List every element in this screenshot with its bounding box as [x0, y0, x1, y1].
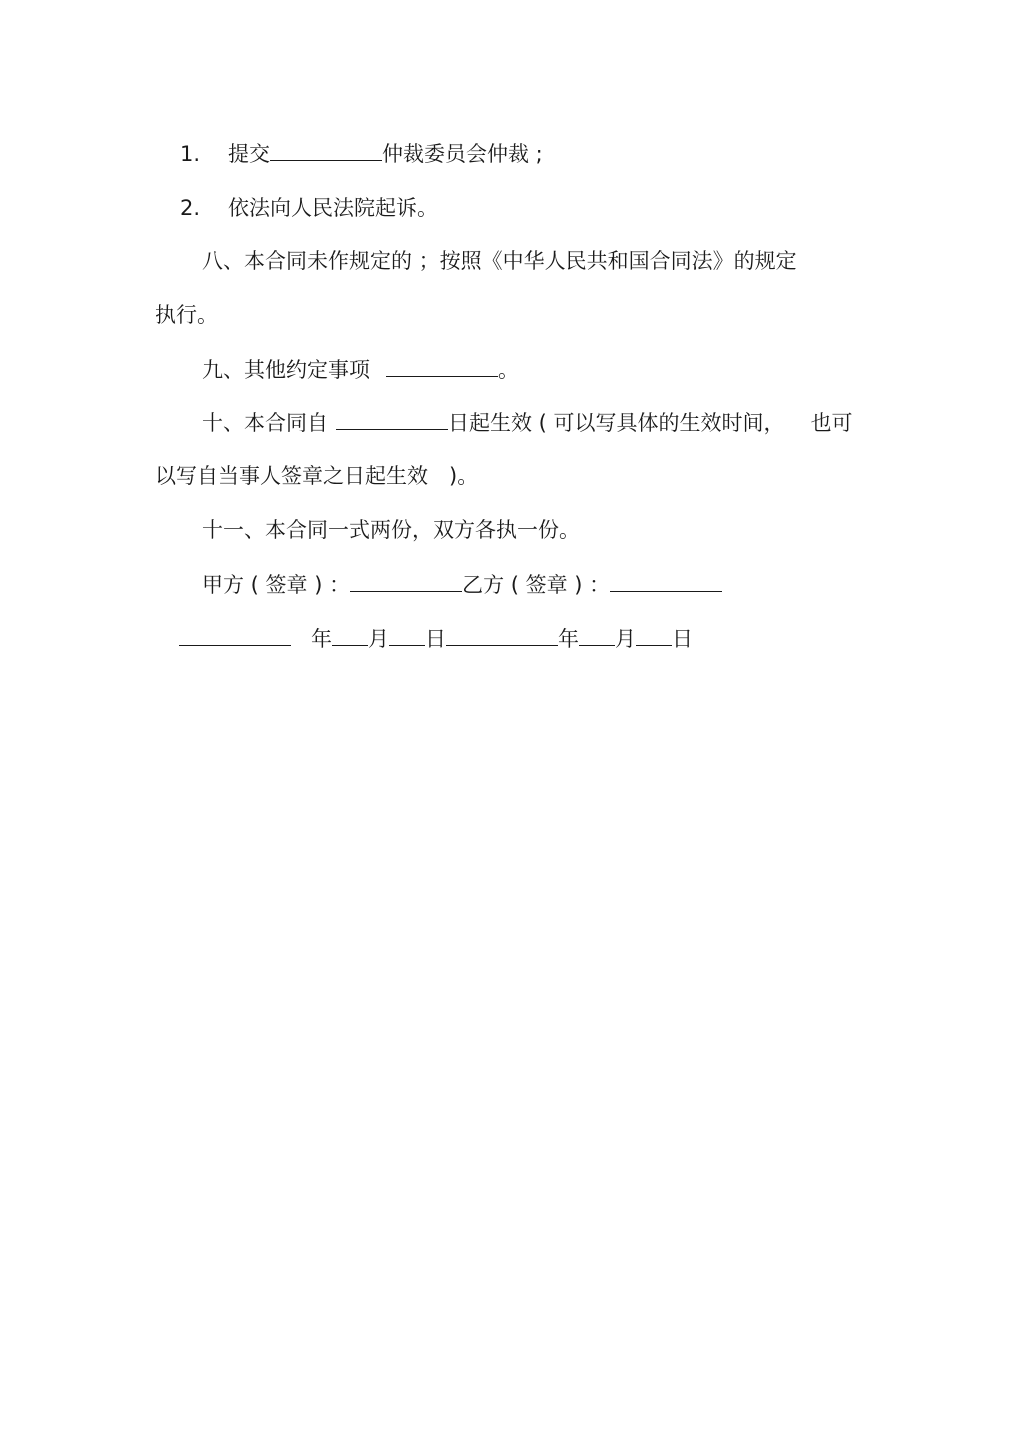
party-b-label: 乙方 ( 签章 ) ： — [462, 573, 611, 597]
clause-10-line-1 — [202, 407, 853, 438]
year-label: 年 — [311, 627, 332, 651]
clause-text: 九、其他约定事项 — [202, 358, 370, 382]
party-b-date-blank — [446, 623, 558, 646]
month-blank — [332, 623, 368, 646]
clause-text: 十、本合同自 — [202, 411, 328, 435]
day-label: 日 — [672, 627, 693, 651]
item-text: 提交 — [228, 142, 270, 166]
day-blank — [636, 623, 672, 646]
month-blank — [579, 623, 615, 646]
month-label: 月 — [368, 627, 389, 651]
party-a-label: 甲方 ( 签章 ) ： — [202, 573, 351, 597]
list-item-2 — [180, 193, 438, 223]
clause-8-line-1: 八、本合同未作规定的 ；按照《中华人民共和国合同法》的规定 — [202, 249, 797, 273]
item-number: 1. — [180, 142, 201, 166]
clause-8-line-2: 执行。 — [155, 303, 218, 327]
blank-line — [270, 138, 382, 161]
party-a-date-blank — [179, 623, 291, 646]
item-number: 2. — [180, 196, 201, 220]
clause-10-line-2: 以写自当事人签章之日起生效 )。 — [155, 464, 479, 488]
date-row — [179, 623, 693, 654]
clause-text: 也可 — [810, 411, 853, 435]
list-item-1 — [180, 138, 543, 169]
signature-row — [202, 569, 722, 600]
month-label: 月 — [615, 627, 636, 651]
clause-text: 日起生效 ( 可以写具体的生效时间， — [448, 411, 785, 435]
blank-line — [336, 407, 448, 430]
day-label: 日 — [425, 627, 446, 651]
item-text: 仲裁委员会仲裁 ; — [382, 142, 543, 166]
blank-line — [386, 354, 498, 377]
party-a-signature-blank — [350, 569, 462, 592]
clause-9 — [202, 354, 519, 385]
party-b-signature-blank — [610, 569, 722, 592]
clause-11: 十一、本合同一式两份，双方各执一份。 — [202, 518, 580, 542]
day-blank — [389, 623, 425, 646]
item-text: 依法向人民法院起诉。 — [228, 196, 438, 220]
year-label: 年 — [558, 627, 579, 651]
clause-text: 。 — [498, 358, 519, 382]
